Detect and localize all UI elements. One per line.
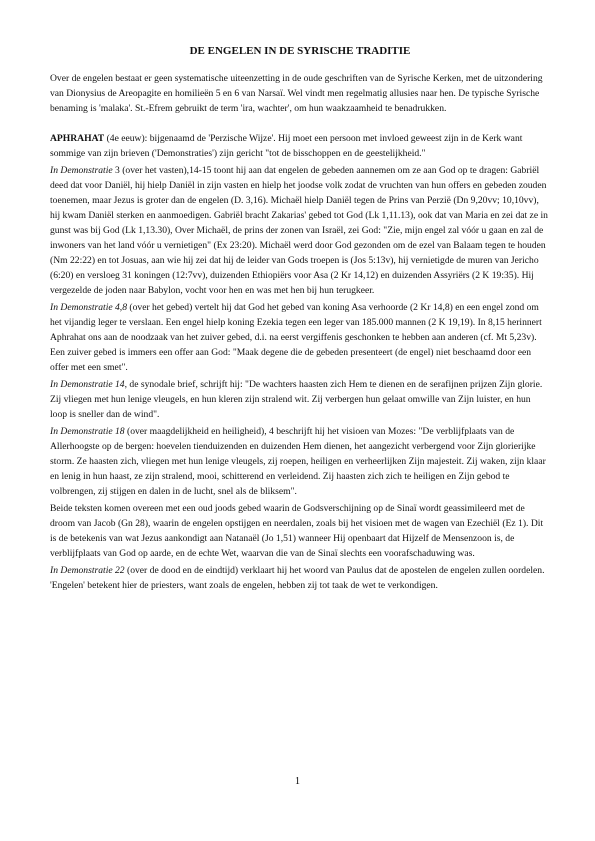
aphrahat-text: (4e eeuw): bijgenaamd de 'Perzische Wijze'. Hij moet een persoon met invloed geweest zijn in de Kerk want sommige van zijn brieven ('Demonstraties') zijn gericht "tot de bisschoppen en de geestelijkheid.": [50, 133, 523, 159]
paragraph-demonstratie-14: [50, 377, 550, 422]
document-title: DE ENGELEN IN DE SYRISCHE TRADITIE: [189, 45, 411, 57]
paragraph-text: (over maagdelijkheid en heiligheid), 4 beschrijft hij het visioen van Mozes: "De verblijfplaats van de Allerhoogste op de bergen: hoevelen tienduizenden en duizenden Hem dienen, het aangezicht verbergend voor Zijn glorierijke storm. Ze haasten zich, vliegen met hun lenige vleugels, zij roepen, heiligen en verheerlijken Zijn majesteit. Zij waken, zijn klaar en lenig in hun haast, ze zijn stralend, mooi, schitterend en verleidend. Zij haasten zich zich te heiligen en Zijn gebod te volbrengen, zij stijgen en dalen in de lucht, snel als de bliksem".: [50, 426, 546, 497]
intro-paragraph: Over de engelen bestaat er geen systematische uiteenzetting in de oude geschriften van de Syrische Kerken, met de uitzondering van Dionysius de Areopagite en homilieën 5 en 6 van Narsaï. Wel vindt men regelmatig allusies naar hen. De typische Syrische benaming is 'malaka'. St.-Efrem gebruikt de term 'ira, wachter', om hun waakzaamheid te benadrukken.: [50, 73, 543, 114]
paragraph-lead: In Demonstratie 4,8: [50, 302, 128, 313]
paragraph-text: , de synodale brief, schrijft hij: "De wachters haasten zich Hem te dienen en de serafijnen prijzen Zijn glorie. Zij vliegen met hun lenige vleugels, en hun kleren zijn stralend wit. Zij verbergen hun gelaat omwille van Zijn luister, en hun loop is sneller dan de wind".: [50, 379, 543, 420]
paragraph-demonstratie-3: [50, 163, 550, 298]
aphrahat-paragraph: [50, 131, 550, 161]
page-number: 1: [295, 776, 300, 787]
document-page: [50, 44, 550, 595]
paragraph-beide-teksten: [50, 501, 550, 561]
paragraph-demonstratie-4: [50, 300, 550, 375]
paragraph-lead: In Demonstratie 14: [50, 379, 125, 390]
paragraph-demonstratie-22: [50, 563, 550, 593]
paragraph-lead: In Demonstratie 18: [50, 426, 125, 437]
aphrahat-heading: APHRAHAT: [50, 133, 105, 144]
paragraph-lead: In Demonstratie 22: [50, 565, 125, 576]
paragraph-lead: In Demonstratie: [50, 165, 113, 176]
paragraph-text: (over het gebed) vertelt hij dat God het gebed van koning Asa verhoorde (2 Kr 14,8) en een engel zond om het vijandig leger te verslaan. Een engel hielp koning Ezekia tegen een leger van 185.000 mannen (2 K 19,19). In 8,15 herinnert Aphrahat ons aan de noodzaak van het zuiver gebed, d.i. na eerst vergiffenis geschonken te hebben aan anderen (cf. Mt 5,23v). Een zuiver gebed is immers een offer aan God: "Maak degene die de gebeden presenteert (de engel) niet beschaamd door een offer met een smet".: [50, 302, 542, 373]
paragraph-demonstratie-18: [50, 424, 550, 499]
paragraph-text: (over de dood en de eindtijd) verklaart hij het woord van Paulus dat de apostelen de engelen zullen oordelen. 'Engelen' betekent hier de priesters, want zoals de engelen, hebben zij tot taak de wet te verkondigen.: [50, 565, 545, 591]
paragraph-text: 3 (over het vasten),14-15 toont hij aan dat engelen de gebeden aannemen om ze aan God op te dragen: Gabriël deed dat voor Daniël, hij hielp Daniël in zijn vasten en hielp het joodse volk zodat de vruchten van hun offers en gebeden zouden toenemen, maar Jezus is groter dan de engelen (D. 3,16). Michaël hielp Daniël tegen de Prins van Perzië (Dn 9,20vv; 10,10vv), hij kwam Daniël sterken en aanmoedigen. Gabriël bracht Zakarias' gebed tot God (Lk 1,11.13), ook dat van Maria en zei dat ze in gunst was bij God (Lk 1,13.30), Over Michaël, de prins der zonen van Israël, zei God: "Zie, mijn engel zal vóór u gaan en zal de inwoners van het land vóór u vernietigen" (Ex 23:20). Michaël werd door God gezonden om de ezel van Balaam tegen te houden (Nm 22:22) en tot Josuas, aan wie hij zei dat hij de leider van Gods troepen is (Jos 5:13v), hij vernietigde de muren van Jericho (6:20) en versloeg 31 koningen (12:7vv), duizenden Ethiopiërs voor Asa (2 Kr 14,12) en duizenden Assyriërs (2 K 19:35). Hij vergezelde de joden naar Babylon, vocht voor hen en was met hen bij hun terugkeer.: [50, 165, 548, 296]
paragraph-text: Beide teksten komen overeen met een oud joods gebed waarin de Godsverschijning op de Sinaï wordt geassimileerd met de droom van Jacob (Gn 28), waarin de engelen opstijgen en neerdalen, zoals bij het visioen met de wagen van Ezechiël (Ez 1). Dit is de betekenis van wat Jezus aankondigt aan Natanaël (Jo 1,51) wanneer Hij openbaart dat Hijzelf de Mensenzoon is, de verblijfplaats van God op aarde, en de echte Wet, waarvan die van de Sinaï slechts een voorafschaduwing was.: [50, 503, 544, 559]
